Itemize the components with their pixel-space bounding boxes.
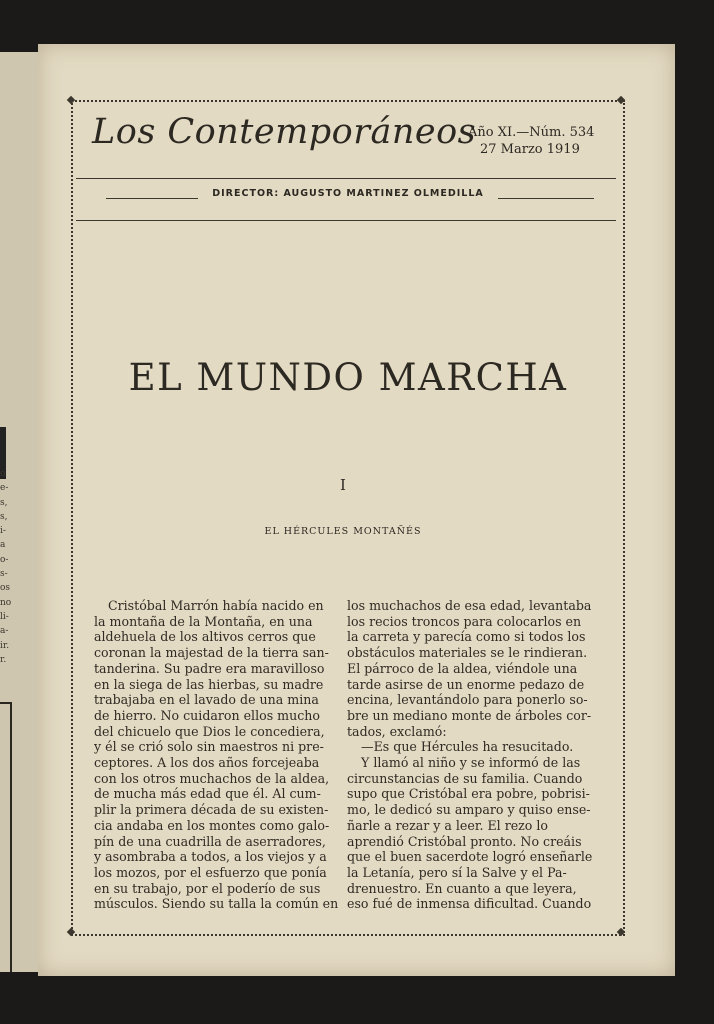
masthead-rule-top	[76, 178, 616, 179]
article-line: pín de una cuadrilla de aserradores,	[94, 833, 326, 849]
article-column-left	[94, 598, 350, 912]
article-line: El párroco de la aldea, viéndole una	[347, 660, 578, 676]
director-rule-right	[498, 198, 594, 199]
article-line: mo, le dedicó su amparo y quiso ense-	[347, 802, 591, 818]
left-page-fragment: li-	[0, 611, 9, 622]
article-column-right	[347, 598, 597, 912]
magazine-page	[38, 44, 675, 976]
issue-info	[468, 124, 608, 158]
left-page-fragment: os	[0, 583, 11, 594]
article-line: plir la primera década de su existen-	[94, 802, 329, 818]
article-line: la Letanía, pero sí la Salve y el Pa-	[347, 864, 567, 880]
article-line: tarde asirse de un enorme pedazo de	[347, 676, 585, 692]
article-line: encina, levantándolo para ponerlo so-	[347, 692, 588, 708]
issue-number: Año XI.—Núm. 534	[468, 125, 595, 140]
article-line: —Es que Hércules ha resucitado.	[361, 739, 574, 755]
article-line: del chicuelo que Dios le concediera,	[94, 723, 325, 739]
article-line: los mozos, por el esfuerzo que ponía	[94, 864, 327, 880]
left-page-fragment: i-	[0, 526, 6, 537]
article-line: ceptores. A los dos años forcejeaba	[94, 755, 320, 771]
article-title: EL MUNDO MARCHA	[128, 356, 568, 399]
article-line: trabajaba en el lavado de una mina	[94, 692, 319, 708]
article-line: aprendió Cristóbal pronto. No creáis	[347, 833, 582, 849]
left-page-fragment: s-	[0, 569, 8, 580]
article-line: músculos. Siendo su talla la común en	[94, 896, 339, 912]
article-line: de mucha más edad que él. Al cum-	[94, 786, 321, 802]
left-page-fragment: e-	[0, 483, 9, 494]
left-page-fragment: a-	[0, 626, 9, 637]
article-line: coronan la majestad de la tierra san-	[94, 645, 329, 661]
article-line: los muchachos de esa edad, levantaba	[347, 598, 592, 613]
masthead-rule-bottom	[76, 220, 616, 221]
article-line: circunstancias de su familia. Cuando	[347, 770, 583, 786]
article-line: Y llamó al niño y se informó de las	[361, 755, 581, 771]
article-line: en la siega de las hierbas, su madre	[94, 676, 324, 692]
left-page-fragment: s,	[0, 511, 8, 522]
chapter-number: I	[340, 476, 346, 494]
left-page-fragment: r.	[0, 654, 7, 665]
left-page-fragment: a	[0, 540, 6, 551]
article-line: la montaña de la Montaña, en una	[94, 613, 313, 629]
issue-date: 27 Marzo 1919	[480, 142, 580, 157]
article-line: ñarle a rezar y a leer. El rezo lo	[347, 817, 549, 833]
article-line: obstáculos materiales se le rindieran.	[347, 645, 588, 661]
left-page-fragment: s,	[0, 497, 8, 508]
article-line: Cristóbal Marrón había nacido en	[108, 598, 324, 613]
masthead-title: Los Contemporáneos	[92, 112, 477, 152]
director-line: DIRECTOR: AUGUSTO MARTINEZ OLMEDILLA	[212, 188, 484, 199]
article-line: tados, exclamó:	[347, 723, 447, 739]
article-line: eso fué de inmensa dificultad. Cuando	[347, 896, 592, 912]
left-page-fragment: o-	[0, 554, 9, 565]
article-line: los recios troncos para colocarlos en	[347, 613, 582, 629]
chapter-title: EL HÉRCULES MONTAÑÉS	[264, 526, 422, 537]
article-line: cia andaba en los montes como galo-	[94, 817, 330, 833]
article-line: la carreta y parecía como si todos los	[347, 629, 586, 645]
left-page-fragment: no	[0, 597, 12, 608]
article-line: que el buen sacerdote logró enseñarle	[347, 849, 593, 865]
left-page-box	[0, 702, 12, 972]
article-line: y él se crió solo sin maestros ni pre-	[94, 739, 324, 755]
article-line: de hierro. No cuidaron ellos mucho	[94, 707, 320, 723]
article-line: y asombraba a todos, a los viejos y a	[94, 849, 327, 865]
article-line: con los otros muchachos de la aldea,	[94, 770, 330, 786]
left-page-fragment: ir.	[0, 640, 10, 651]
article-line: en su trabajo, por el poderío de sus	[94, 880, 321, 896]
left-page-text-fragments	[0, 467, 14, 667]
article-line: aldehuela de los altivos cerros que	[94, 629, 316, 645]
article-line: tanderina. Su padre era maravilloso	[94, 660, 325, 676]
article-line: drenuestro. En cuanto a que leyera,	[347, 880, 577, 896]
article-line: bre un mediano monte de árboles cor-	[347, 707, 592, 723]
article-line: supo que Cristóbal era pobre, pobrisi-	[347, 786, 590, 802]
left-page-fragment: o	[0, 469, 6, 479]
